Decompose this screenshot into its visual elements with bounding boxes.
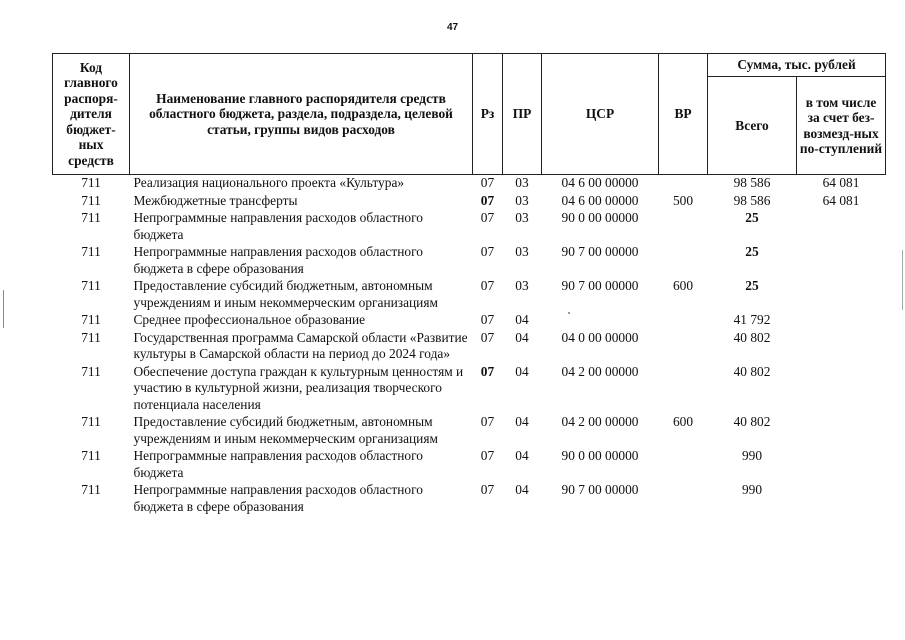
cell-pr: 03 (515, 278, 529, 293)
cell-total: 25 (745, 244, 759, 259)
cell-free (797, 481, 886, 515)
cell-pr: 04 (515, 448, 529, 463)
header-code: Код главного распоря-дителя бюджет-ных средств (53, 54, 130, 175)
cell-rz: 07 (480, 482, 495, 497)
cell-csr: 04 6 00 00000 (561, 192, 639, 208)
cell-pr: 04 (515, 312, 529, 327)
cell-rz: 07 (480, 414, 495, 429)
cell-free (797, 243, 886, 277)
cell-csr (542, 311, 659, 329)
cell-total: 40 802 (733, 363, 771, 379)
cell-code: 711 (81, 312, 101, 327)
page-number: 47 (446, 22, 459, 33)
cell-csr: 04 2 00 00000 (561, 414, 639, 429)
cell-name: Непрограммные направления расходов областного бюджета (133, 448, 423, 480)
table-row (53, 209, 886, 243)
header-vr: ВР (659, 54, 708, 175)
cell-csr: 04 0 00 00000 (561, 329, 639, 345)
table-row (53, 192, 886, 210)
header-free: в том числе за счет без-возмезд-ных по-ступлений (797, 77, 886, 175)
budget-table (52, 53, 886, 515)
cell-total: 41 792 (733, 312, 771, 327)
cell-code: 711 (81, 210, 101, 225)
cell-code: 711 (81, 363, 101, 379)
cell-csr: 90 0 00 00000 (561, 448, 639, 463)
cell-name: Государственная программа Самарской области «Развитие культуры в Самарской области на период до 2024 года» (133, 329, 468, 361)
cell-total: 40 802 (733, 414, 771, 429)
table-row (53, 277, 886, 311)
cell-total: 25 (745, 210, 759, 225)
header-rz: Рз (473, 54, 503, 175)
cell-code: 711 (81, 244, 101, 259)
table-header (53, 54, 886, 175)
cell-code: 711 (81, 414, 101, 429)
cell-vr (659, 243, 708, 277)
cell-pr: 03 (515, 192, 529, 208)
table-row (53, 311, 886, 329)
cell-code: 711 (81, 278, 101, 293)
cell-name: Предоставление субсидий бюджетным, автономным учреждениям и иным некоммерческим организациям (133, 414, 438, 446)
cell-name: Среднее профессиональное образование (133, 312, 366, 327)
cell-pr: 04 (515, 329, 529, 345)
cell-name: Межбюджетные трансферты (133, 192, 298, 208)
cell-rz: 07 (480, 312, 495, 327)
header-pr: ПР (503, 54, 542, 175)
cell-free: 64 081 (822, 175, 860, 190)
cell-csr: 90 7 00 00000 (561, 482, 639, 497)
cell-free (797, 413, 886, 447)
cell-vr: 600 (672, 278, 694, 293)
cell-vr (659, 447, 708, 481)
cell-rz: 07 (480, 278, 495, 293)
cell-rz: 07 (480, 448, 495, 463)
cell-code: 711 (81, 482, 101, 497)
cell-free (797, 329, 886, 363)
cell-vr: 600 (672, 414, 694, 429)
header-name: Наименование главного распорядителя средств областного бюджета, раздела, подраздела, целевой статьи, группы видов расходов (130, 54, 473, 175)
cell-csr: 04 2 00 00000 (561, 363, 639, 379)
header-total: Всего (708, 77, 797, 175)
cell-free (797, 363, 886, 414)
table-row (53, 447, 886, 481)
cell-total: 40 802 (733, 329, 771, 345)
cell-pr: 03 (515, 175, 529, 190)
cell-code: 711 (81, 192, 101, 208)
cell-name: Непрограммные направления расходов областного бюджета в сфере образования (133, 244, 423, 276)
cell-vr (659, 311, 708, 329)
cell-rz: 07 (480, 175, 495, 190)
cell-total: 98 586 (733, 175, 771, 190)
cell-pr: 03 (515, 244, 529, 259)
cell-vr (659, 209, 708, 243)
cell-code: 711 (81, 448, 101, 463)
table-row (53, 175, 886, 192)
cell-vr: 500 (672, 192, 694, 208)
cell-pr: 04 (515, 414, 529, 429)
table-row (53, 243, 886, 277)
cell-vr (659, 481, 708, 515)
cell-free (797, 311, 886, 329)
scan-edge-mark (3, 290, 4, 328)
cell-rz: 07 (480, 329, 495, 345)
header-sum: Сумма, тыс. рублей (708, 54, 886, 77)
cell-free (797, 277, 886, 311)
cell-total: 990 (741, 448, 763, 463)
cell-vr (659, 175, 708, 192)
cell-code: 711 (81, 329, 101, 345)
cell-vr (659, 329, 708, 363)
cell-total: 25 (745, 278, 759, 293)
cell-vr (659, 363, 708, 414)
cell-rz: 07 (480, 244, 495, 259)
cell-csr: 90 0 00 00000 (561, 210, 639, 225)
cell-name: Реализация национального проекта «Культура» (133, 175, 405, 190)
cell-name: Обеспечение доступа граждан к культурным ценностям и участию в культурной жизни, реализация творческого потенциала населения (133, 363, 464, 412)
cell-free: 64 081 (822, 192, 860, 208)
cell-csr: 90 7 00 00000 (561, 278, 639, 293)
cell-pr: 04 (515, 482, 529, 497)
table-row (53, 329, 886, 363)
table-row (53, 481, 886, 515)
cell-free (797, 447, 886, 481)
cell-pr: 04 (515, 363, 529, 379)
scan-edge-mark (902, 250, 903, 310)
cell-free (797, 209, 886, 243)
cell-name: Непрограммные направления расходов областного бюджета (133, 210, 423, 242)
cell-rz: 07 (480, 363, 495, 379)
cell-name: Предоставление субсидий бюджетным, автономным учреждениям и иным некоммерческим организациям (133, 278, 438, 310)
cell-total: 98 586 (733, 192, 771, 208)
cell-pr: 03 (515, 210, 529, 225)
cell-rz: 07 (480, 210, 495, 225)
cell-name: Непрограммные направления расходов областного бюджета в сфере образования (133, 482, 423, 514)
table-body (53, 175, 886, 516)
cell-code: 711 (81, 175, 101, 190)
cell-csr: 04 6 00 00000 (561, 175, 639, 190)
table-row (53, 413, 886, 447)
table-row (53, 363, 886, 414)
cell-rz: 07 (480, 192, 495, 208)
cell-csr: 90 7 00 00000 (561, 244, 639, 259)
header-csr: ЦСР (542, 54, 659, 175)
cell-total: 990 (741, 482, 763, 497)
